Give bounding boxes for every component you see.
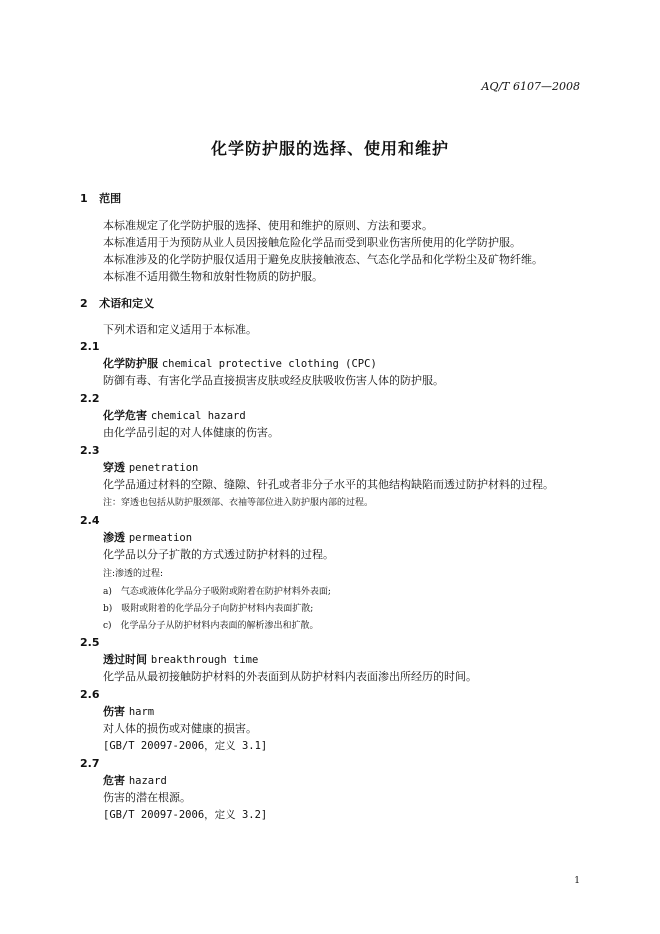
term-en: hazard [128, 775, 167, 787]
term-number: 2.7 [80, 757, 100, 770]
term-number: 2.3 [80, 444, 100, 457]
term-title [103, 653, 258, 667]
term-note: 注：穿透也包括从防护服颈部、衣袖等部位进入防护服内部的过程。 [103, 498, 374, 508]
term-definition: 防御有毒、有害化学品直接损害皮肤或经皮肤吸收伤害人体的防护服。 [103, 374, 444, 387]
term-en: penetration [128, 462, 199, 474]
term-cn: 透过时间 [103, 653, 147, 666]
term-en: breakthrough time [150, 654, 259, 666]
note-list-item: c) 化学品分子从防护材料内表面的解析渗出和扩散。 [103, 621, 319, 631]
term-number: 2.6 [80, 688, 100, 701]
term-cn: 渗透 [103, 531, 125, 544]
term-definition: 化学品通过材料的空隙、缝隙、针孔或者非分子水平的其他结构缺陷而透过防护材料的过程。 [103, 478, 554, 491]
term-number: 2.2 [80, 392, 100, 405]
term-title [103, 357, 377, 371]
standard-code: AQ/T 6107—2008 [481, 80, 580, 93]
term-cn: 化学危害 [103, 409, 147, 422]
note-list-item: b) 吸附或附着的化学品分子向防护材料内表面扩散; [103, 604, 314, 614]
term-note: 注:渗透的过程: [103, 569, 164, 579]
term-cn: 危害 [103, 774, 125, 787]
paragraph: 本标准涉及的化学防护服仅适用于避免皮肤接触液态、气态化学品和化学粉尘及矿物纤维。 [103, 253, 543, 266]
section-intro: 下列术语和定义适用于本标准。 [103, 323, 257, 336]
term-en: chemical hazard [150, 410, 246, 422]
term-definition: 化学品以分子扩散的方式透过防护材料的过程。 [103, 548, 334, 561]
term-cn: 穿透 [103, 461, 125, 474]
section-1-heading [80, 192, 121, 206]
term-title [103, 531, 192, 545]
term-en: chemical protective clothing (CPC) [161, 358, 377, 370]
term-cn: 化学防护服 [103, 357, 158, 370]
term-reference: [GB/T 20097-2006，定义 3.2] [103, 809, 268, 821]
term-title [103, 461, 198, 475]
section-2-heading [80, 297, 154, 311]
term-title [103, 705, 154, 719]
term-definition: 对人体的损伤或对健康的损害。 [103, 722, 257, 735]
section-title: 术语和定义 [99, 297, 155, 310]
term-reference: [GB/T 20097-2006，定义 3.1] [103, 740, 268, 752]
term-title [103, 774, 167, 788]
term-en: harm [128, 706, 155, 718]
term-number: 2.1 [80, 340, 100, 353]
term-cn: 伤害 [103, 705, 125, 718]
paragraph: 本标准适用于为预防从业人员因接触危险化学品而受到职业伤害所使用的化学防护服。 [103, 236, 521, 249]
section-title: 范围 [99, 192, 122, 205]
term-en: permeation [128, 532, 193, 544]
section-number: 1 [80, 192, 88, 205]
term-number: 2.5 [80, 636, 100, 649]
page-number: 1 [574, 876, 580, 886]
term-definition: 由化学品引起的对人体健康的伤害。 [103, 426, 279, 439]
paragraph: 本标准规定了化学防护服的选择、使用和维护的原则、方法和要求。 [103, 219, 433, 232]
term-definition: 伤害的潜在根源。 [103, 791, 191, 804]
term-number: 2.4 [80, 514, 100, 527]
paragraph: 本标准不适用微生物和放射性物质的防护服。 [103, 270, 323, 283]
section-number: 2 [80, 297, 88, 310]
note-list-item: a) 气态或液体化学品分子吸附或附着在防护材料外表面; [103, 587, 331, 597]
term-definition: 化学品从最初接触防护材料的外表面到从防护材料内表面渗出所经历的时间。 [103, 670, 477, 683]
term-title [103, 409, 246, 423]
document-title: 化学防护服的选择、使用和维护 [210, 139, 449, 158]
